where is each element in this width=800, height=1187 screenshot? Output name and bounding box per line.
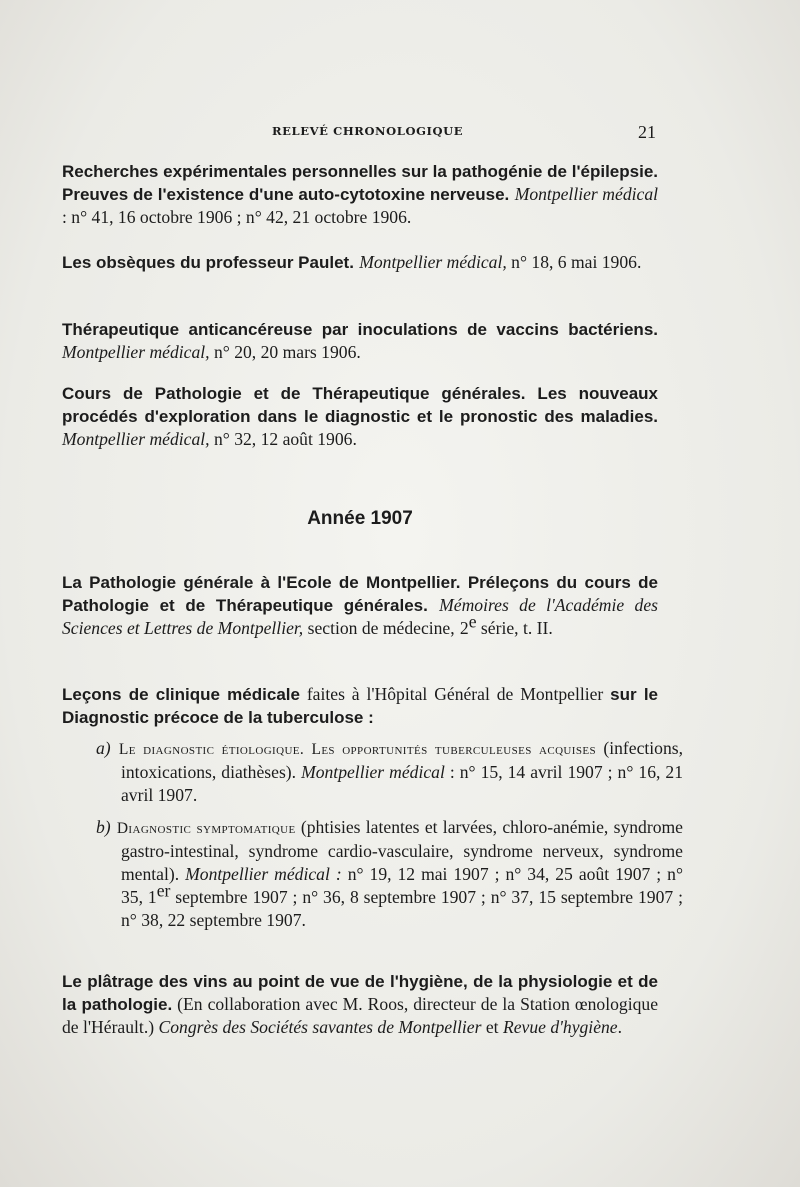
journal-name: Montpellier médical: [514, 184, 658, 204]
entry-lecons-clinique: [62, 683, 658, 729]
series-superscript: e: [468, 611, 477, 632]
citation: n° 18, 6 mai 1906.: [506, 252, 642, 272]
entry-title-part-b: sur le Diagnostic précoce de la tuberculose :: [62, 685, 659, 727]
citation: n° 32, 12 août 1906.: [209, 429, 357, 449]
citation-superscript: er: [156, 880, 171, 901]
entry-title: Thérapeutique anticancéreuse par inoculations de vaccins bactériens.: [62, 320, 658, 339]
entry-title: La Pathologie générale à l'Ecole de Montpellier. Préleçons du cours de Pathologie et de Thérapeutique générales.: [62, 573, 658, 615]
sub-item-marker: b): [96, 817, 111, 837]
entry-title-part-a: Leçons de clinique médicale: [62, 685, 300, 704]
series-number: 2: [459, 618, 469, 638]
citation: n° 20, 20 mars 1906.: [209, 342, 361, 362]
sub-item-heading: Le diagnostic étiologique. Les opportunités tuberculeuses acquises: [118, 741, 596, 758]
series-rest: série, t. II.: [476, 618, 553, 638]
entry-obseques-paulet: [62, 251, 658, 274]
journal-name: Montpellier médical: [301, 762, 445, 782]
running-head: [62, 122, 656, 142]
section-text: section de médecine,: [303, 618, 455, 638]
entry-therapeutique-anticancereuse: [62, 318, 658, 364]
entry-end: .: [617, 1017, 623, 1037]
entry-title: Les obsèques du professeur Paulet.: [62, 253, 354, 272]
entry-cours-pathologie: [62, 382, 658, 451]
citation: : n° 41, 16 octobre 1906 ; n° 42, 21 octobre 1906.: [62, 207, 412, 227]
journal-name-revue: Revue d'hygiène: [502, 1017, 618, 1037]
journal-name: Montpellier médical,: [62, 342, 210, 362]
collaboration-note: (En collaboration avec M. Roos, directeur de la Station œnologique de l'Hérault.): [62, 994, 658, 1037]
sub-item-a: [96, 737, 683, 807]
journal-name: Montpellier médical,: [62, 429, 210, 449]
journal-name-congres: Congrès des Sociétés savantes de Montpellier: [158, 1017, 482, 1037]
entry-plain-text: faites à l'Hôpital Général de Montpellier: [299, 684, 611, 704]
citation: : n° 15, 14 avril 1907 ; n° 16, 21 avril 1907.: [121, 762, 683, 805]
citation-part-b: septembre 1907 ; n° 36, 8 septembre 1907 ; n° 37, 15 septembre 1907 ; n° 38, 22 septembre 1907.: [121, 887, 683, 930]
sub-item-marker: a): [96, 738, 111, 758]
entry-title: Recherches expérimentales personnelles sur la pathogénie de l'épilepsie. Preuves de l'existence d'une auto-cytotoxine nerveuse.: [62, 162, 658, 204]
sub-item-b: [96, 816, 683, 932]
year-heading: Année 1907: [307, 508, 413, 529]
entry-title: Cours de Pathologie et de Thérapeutique générales. Les nouveaux procédés d'exploration dans le diagnostic et le pronostic des maladies.: [62, 384, 658, 426]
conjunction: et: [481, 1017, 503, 1037]
journal-name: Montpellier médical,: [359, 252, 507, 272]
citation-part-a: n° 19, 12 mai 1907 ; n° 34, 25 août 1907 ; n° 35, 1: [121, 864, 683, 907]
sub-item-heading: Diagnostic symptomatique: [116, 820, 296, 837]
entry-pathologie-generale: [62, 571, 658, 640]
journal-name: Montpellier médical :: [185, 864, 342, 884]
sub-item-detail: (infections, intoxications, diathèses).: [121, 738, 683, 782]
page-number: 21: [638, 122, 656, 142]
entry-title: Le plâtrage des vins au point de vue de l'hygiène, de la physiologie et de la pathologie.: [62, 972, 658, 1014]
entry-platrage-vins: [62, 970, 658, 1039]
journal-name: Mémoires de l'Académie des Sciences et Lettres de Montpellier,: [62, 595, 658, 638]
running-title: RELEVÉ CHRONOLOGIQUE: [272, 124, 464, 138]
entry-epilepsie: [62, 160, 658, 229]
sub-item-detail: (phtisies latentes et larvées, chloro-anémie, syndrome gastro-intestinal, syndrome cardio-vasculaire, syndrome nerveux, syndrome mental).: [121, 817, 683, 884]
